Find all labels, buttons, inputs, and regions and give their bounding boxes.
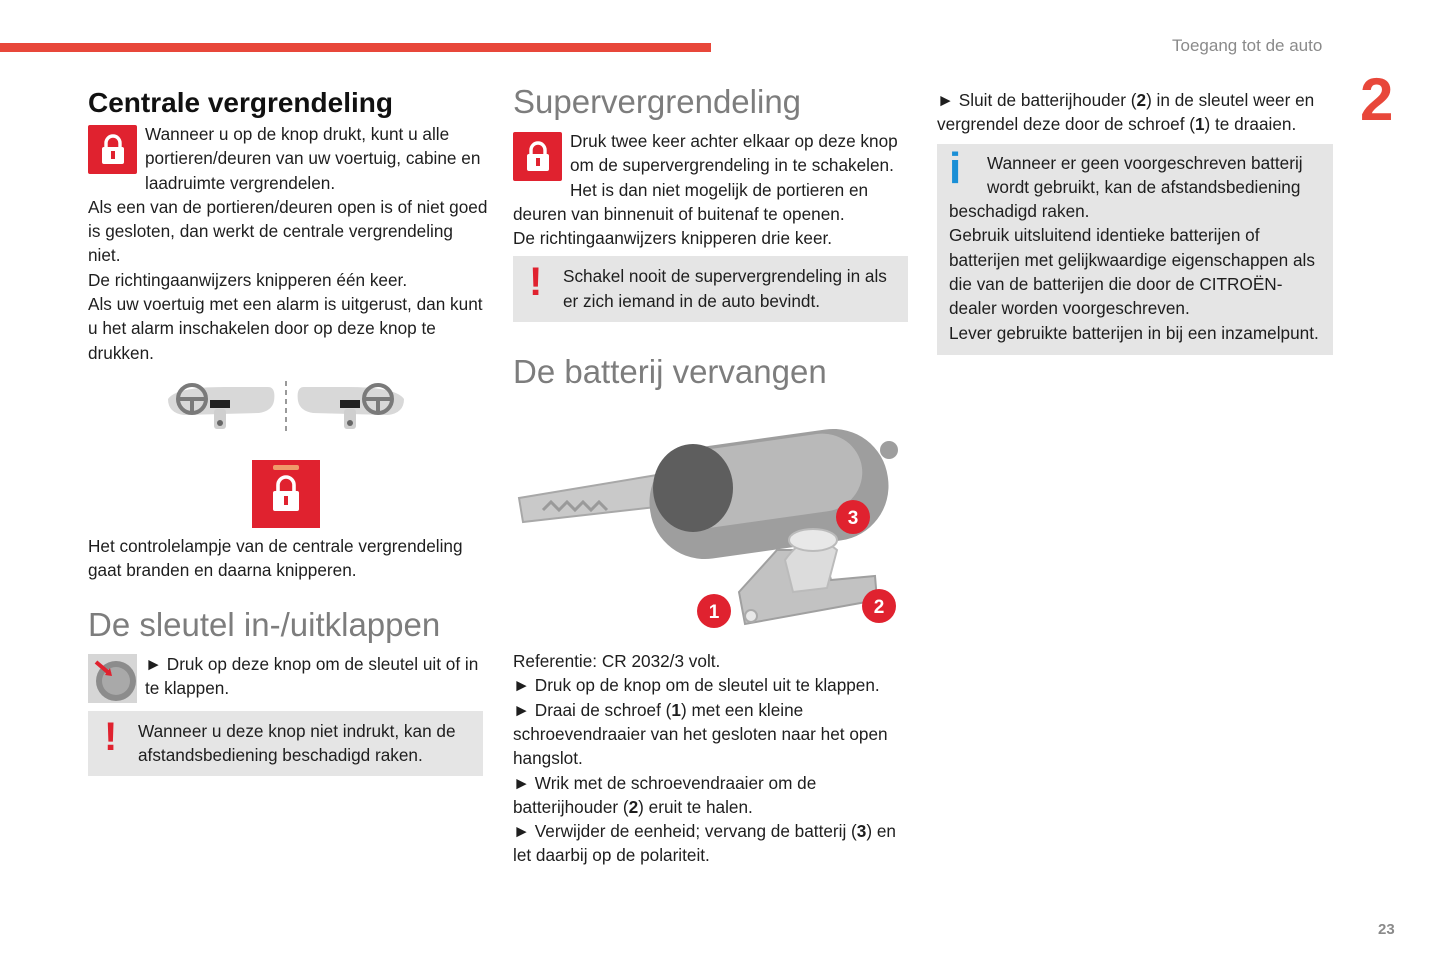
battery-reference: Referentie: CR 2032/3 volt. — [513, 651, 721, 672]
indicator-blink-note: De richtingaanwijzers knipperen één keer. — [88, 269, 408, 290]
callout-3-label: 3 — [847, 508, 859, 530]
battery-heading: De batterij vervangen — [513, 353, 827, 391]
lock-icon — [513, 132, 562, 181]
info-text-1: Wanneer er geen voorgeschreven batterij wordt gebruikt, kan de afstandsbediening beschadigd raken. — [949, 152, 1303, 222]
superlocking-warning-text: Schakel nooit de supervergrendeling in als er zich iemand in de auto bevindt. — [563, 266, 887, 311]
key-battery-illustration — [513, 410, 908, 642]
section-title: Toegang tot de auto — [1172, 36, 1323, 55]
dashboard-lock-illustration — [164, 381, 409, 531]
info-text-2: Gebruik uitsluitend identieke batterijen of batterijen met gelijkwaardige eigenschappen als die van de batterijen die door de CITROËN-dealer worden voorgeschreven. — [949, 225, 1315, 319]
superlocking-note: Het is dan niet mogelijk de portieren en deuren van binnenuit of buitenaf te openen. — [513, 179, 869, 224]
info-text-3: Lever gebruikte batterijen in bij een inzamelpunt. — [949, 322, 1319, 343]
callout-2-label: 2 — [873, 597, 885, 619]
key-fold-button-icon — [88, 654, 137, 703]
warning-exclamation-icon: ! — [104, 714, 118, 759]
fold-warning-text: Wanneer u deze knop niet indrukt, kan de afstandsbediening beschadigd raken. — [138, 720, 456, 765]
fold-warning-box — [88, 711, 483, 777]
superlocking-intro: Druk twee keer achter elkaar op deze knop om de supervergrendeling in te schakelen. — [570, 131, 898, 176]
indicator-blink-note: De richtingaanwijzers knipperen drie keer. — [513, 228, 833, 249]
fold-key-step: ► Druk op deze knop om de sleutel uit of in te klappen. — [145, 653, 479, 698]
central-locking-heading: Centrale vergrendeling — [88, 87, 393, 118]
lock-icon — [88, 125, 137, 174]
battery-step-5: ► Sluit de batterijhouder (2) in de sleutel weer en vergrendel deze door de schroef (1) te draaien. — [937, 90, 1315, 135]
column-battery-continued — [937, 88, 1333, 355]
battery-step-3: ► Wrik met de schroevendraaier om de batterijhouder (2) eruit te halen. — [513, 772, 817, 817]
callout-1-label: 1 — [708, 602, 720, 624]
column-superlocking — [513, 82, 908, 868]
battery-step-4: ► Verwijder de eenheid; vervang de batterij (3) en let daarbij op de polariteit. — [513, 821, 896, 866]
battery-step-1: ► Druk op de knop om de sleutel uit te klappen. — [513, 675, 880, 696]
warning-exclamation-icon: ! — [529, 260, 543, 305]
warning-lamp-text: Het controlelampje van de centrale vergrendeling gaat branden en daarna knipperen. — [88, 535, 463, 581]
battery-info-box — [937, 144, 1333, 355]
superlocking-heading: Supervergrendeling — [513, 83, 802, 120]
superlocking-warning-box — [513, 256, 908, 322]
fold-key-heading: De sleutel in-/uitklappen — [88, 605, 441, 643]
central-locking-intro: Wanneer u op de knop drukt, kunt u alle portieren/deuren van uw voertuig, cabine en laadruimte vergrendelen. — [145, 124, 481, 193]
battery-step-2: ► Draai de schroef (1) met een kleine schroevendraaier van het gesloten naar het open hangslot. — [513, 699, 888, 769]
alarm-note: Als uw voertuig met een alarm is uitgerust, dan kunt u het alarm inschakelen door op deze knop te drukken. — [88, 294, 483, 363]
info-icon: i — [949, 143, 962, 193]
chapter-number: 2 — [1360, 66, 1394, 133]
central-locking-note: Als een van de portieren/deuren open is of niet goed is gesloten, dan werkt de centrale vergrendeling niet. — [88, 196, 488, 266]
header-accent-bar — [0, 43, 711, 52]
page-number: 23 — [1378, 921, 1395, 938]
column-central-locking — [88, 86, 488, 776]
